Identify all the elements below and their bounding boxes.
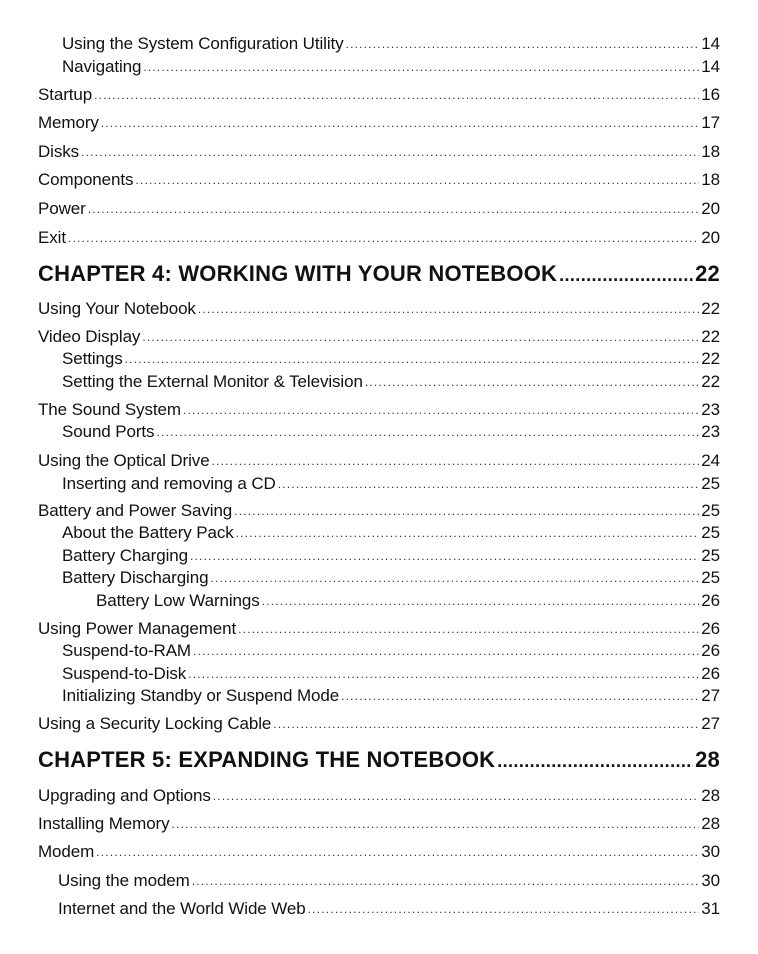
toc-entry-page: 22 (695, 261, 720, 286)
toc-entry[interactable] (58, 899, 720, 919)
toc-entry-title: Sound Ports (62, 422, 155, 441)
toc-entry-title: Power (38, 199, 86, 218)
toc-entry[interactable] (38, 619, 720, 639)
dot-leader (190, 545, 699, 565)
dot-leader (234, 500, 699, 520)
toc-entry-page: 20 (701, 228, 720, 247)
dot-leader (559, 261, 693, 287)
dot-leader (135, 169, 699, 189)
toc-entry-page: 25 (701, 523, 720, 542)
dot-leader (193, 640, 699, 660)
dot-leader (346, 33, 700, 53)
toc-entry[interactable] (62, 422, 720, 442)
toc-entry[interactable] (62, 664, 720, 684)
toc-entry[interactable] (38, 199, 720, 219)
toc-entry-title: Suspend-to-Disk (62, 664, 187, 683)
dot-leader (143, 56, 699, 76)
toc-entry-page: 30 (701, 871, 720, 890)
dot-leader (212, 450, 700, 470)
toc-entry-title: Exit (38, 228, 66, 247)
toc-entry-page: 23 (701, 422, 720, 441)
toc-entry[interactable] (62, 641, 720, 661)
dot-leader (213, 785, 700, 805)
toc-entry[interactable] (62, 686, 720, 706)
toc-entry[interactable] (38, 327, 720, 347)
dot-leader (210, 567, 699, 587)
dot-leader (262, 590, 700, 610)
toc-entry-page: 17 (701, 113, 720, 132)
dot-leader (238, 618, 699, 638)
dot-leader (88, 198, 700, 218)
toc-entry-page: 26 (701, 619, 720, 638)
dot-leader (236, 522, 700, 542)
dot-leader (142, 326, 699, 346)
dot-leader (125, 348, 700, 368)
toc-entry-title: Using a Security Locking Cable (38, 714, 272, 733)
toc-entry[interactable] (38, 714, 720, 734)
dot-leader (308, 898, 700, 918)
toc-entry-title: Video Display (38, 327, 141, 346)
toc-entry-page: 31 (701, 899, 720, 918)
toc-entry-title: Battery Discharging (62, 568, 209, 587)
toc-entry-page: 22 (701, 327, 720, 346)
toc-entry-title: Disks (38, 142, 80, 161)
toc-chapter-heading[interactable] (38, 747, 720, 773)
toc-entry-title: Battery and Power Saving (38, 501, 233, 520)
toc-entry[interactable] (62, 568, 720, 588)
toc-entry-title: CHAPTER 5: EXPANDING THE NOTEBOOK (38, 747, 496, 772)
toc-entry-title: Components (38, 170, 134, 189)
toc-entry[interactable] (38, 451, 720, 471)
toc-entry-page: 26 (701, 641, 720, 660)
toc-entry[interactable] (62, 546, 720, 566)
toc-chapter-heading[interactable] (38, 261, 720, 287)
dot-leader (183, 399, 699, 419)
toc-entry-page: 22 (701, 299, 720, 318)
toc-entry-title: Initializing Standby or Suspend Mode (62, 686, 340, 705)
dot-leader (273, 713, 699, 733)
toc-entry-page: 27 (701, 686, 720, 705)
dot-leader (198, 298, 699, 318)
toc-entry-page: 22 (701, 372, 720, 391)
toc-entry-title: Navigating (62, 57, 142, 76)
dot-leader (101, 112, 699, 132)
toc-entry-page: 23 (701, 400, 720, 419)
dot-leader (278, 473, 700, 493)
toc-entry-page: 16 (701, 85, 720, 104)
toc-entry-title: Using the modem (58, 871, 190, 890)
toc-entry-title: Modem (38, 842, 95, 861)
toc-entry-title: Battery Charging (62, 546, 188, 565)
toc-entry-page: 26 (701, 664, 720, 683)
dot-leader (81, 141, 699, 161)
dot-leader (188, 663, 699, 683)
toc-entry[interactable] (38, 400, 720, 420)
toc-entry[interactable] (38, 501, 720, 521)
toc-entry-title: Upgrading and Options (38, 786, 211, 805)
toc-entry-page: 20 (701, 199, 720, 218)
dot-leader (365, 371, 699, 391)
toc-entry[interactable] (38, 85, 720, 105)
toc-entry-page: 27 (701, 714, 720, 733)
toc-entry-page: 14 (701, 34, 720, 53)
toc-entry-page: 28 (701, 814, 720, 833)
toc-entry[interactable] (38, 113, 720, 133)
toc-entry-page: 28 (695, 747, 720, 772)
toc-entry-title: Using Your Notebook (38, 299, 196, 318)
toc-entry-page: 25 (701, 568, 720, 587)
toc-entry-title: Suspend-to-RAM (62, 641, 191, 660)
toc-entry-page: 25 (701, 474, 720, 493)
toc-entry-title: Setting the External Monitor & Television (62, 372, 363, 391)
toc-entry-page: 18 (701, 142, 720, 161)
dot-leader (497, 747, 693, 773)
toc-entry[interactable] (62, 372, 720, 392)
toc-entry-title: Using the Optical Drive (38, 451, 210, 470)
toc-entry-page: 22 (701, 349, 720, 368)
toc-entry[interactable] (62, 349, 720, 369)
toc-entry-title: Memory (38, 113, 99, 132)
dot-leader (341, 685, 699, 705)
toc-entry-title: Internet and the World Wide Web (58, 899, 306, 918)
toc-entry-title: About the Battery Pack (62, 523, 234, 542)
dot-leader (156, 421, 699, 441)
toc-entry[interactable] (96, 591, 720, 611)
toc-entry-title: Battery Low Warnings (96, 591, 260, 610)
toc-entry[interactable] (62, 57, 720, 77)
toc-entry-title: CHAPTER 4: WORKING WITH YOUR NOTEBOOK (38, 261, 558, 286)
toc-entry[interactable] (62, 474, 720, 494)
toc-entry[interactable] (38, 299, 720, 319)
toc-entry-title: Using the System Configuration Utility (62, 34, 344, 53)
toc-entry-title: Settings (62, 349, 123, 368)
toc-entry-title: Using Power Management (38, 619, 237, 638)
toc-entry-page: 30 (701, 842, 720, 861)
dot-leader (192, 870, 700, 890)
toc-entry[interactable] (38, 786, 720, 806)
toc-entry-page: 26 (701, 591, 720, 610)
toc-entry-title: The Sound System (38, 400, 181, 419)
toc-entry-page: 25 (701, 546, 720, 565)
toc-entry-page: 28 (701, 786, 720, 805)
dot-leader (172, 813, 700, 833)
dot-leader (68, 227, 699, 247)
toc-entry-page: 14 (701, 57, 720, 76)
toc-entry-page: 25 (701, 501, 720, 520)
toc-entry[interactable] (38, 142, 720, 162)
toc-entry-title: Inserting and removing a CD (62, 474, 276, 493)
toc-entry-title: Installing Memory (38, 814, 170, 833)
toc-entry[interactable] (62, 523, 720, 543)
toc-entry-title: Startup (38, 85, 93, 104)
dot-leader (94, 84, 699, 104)
toc-entry-page: 24 (701, 451, 720, 470)
toc-entry[interactable] (38, 842, 720, 862)
dot-leader (96, 841, 699, 861)
toc-entry[interactable] (62, 34, 720, 54)
toc-entry[interactable] (38, 170, 720, 190)
toc-entry[interactable] (38, 228, 720, 248)
toc-entry[interactable] (58, 871, 720, 891)
toc-entry[interactable] (38, 814, 720, 834)
toc-entry-page: 18 (701, 170, 720, 189)
